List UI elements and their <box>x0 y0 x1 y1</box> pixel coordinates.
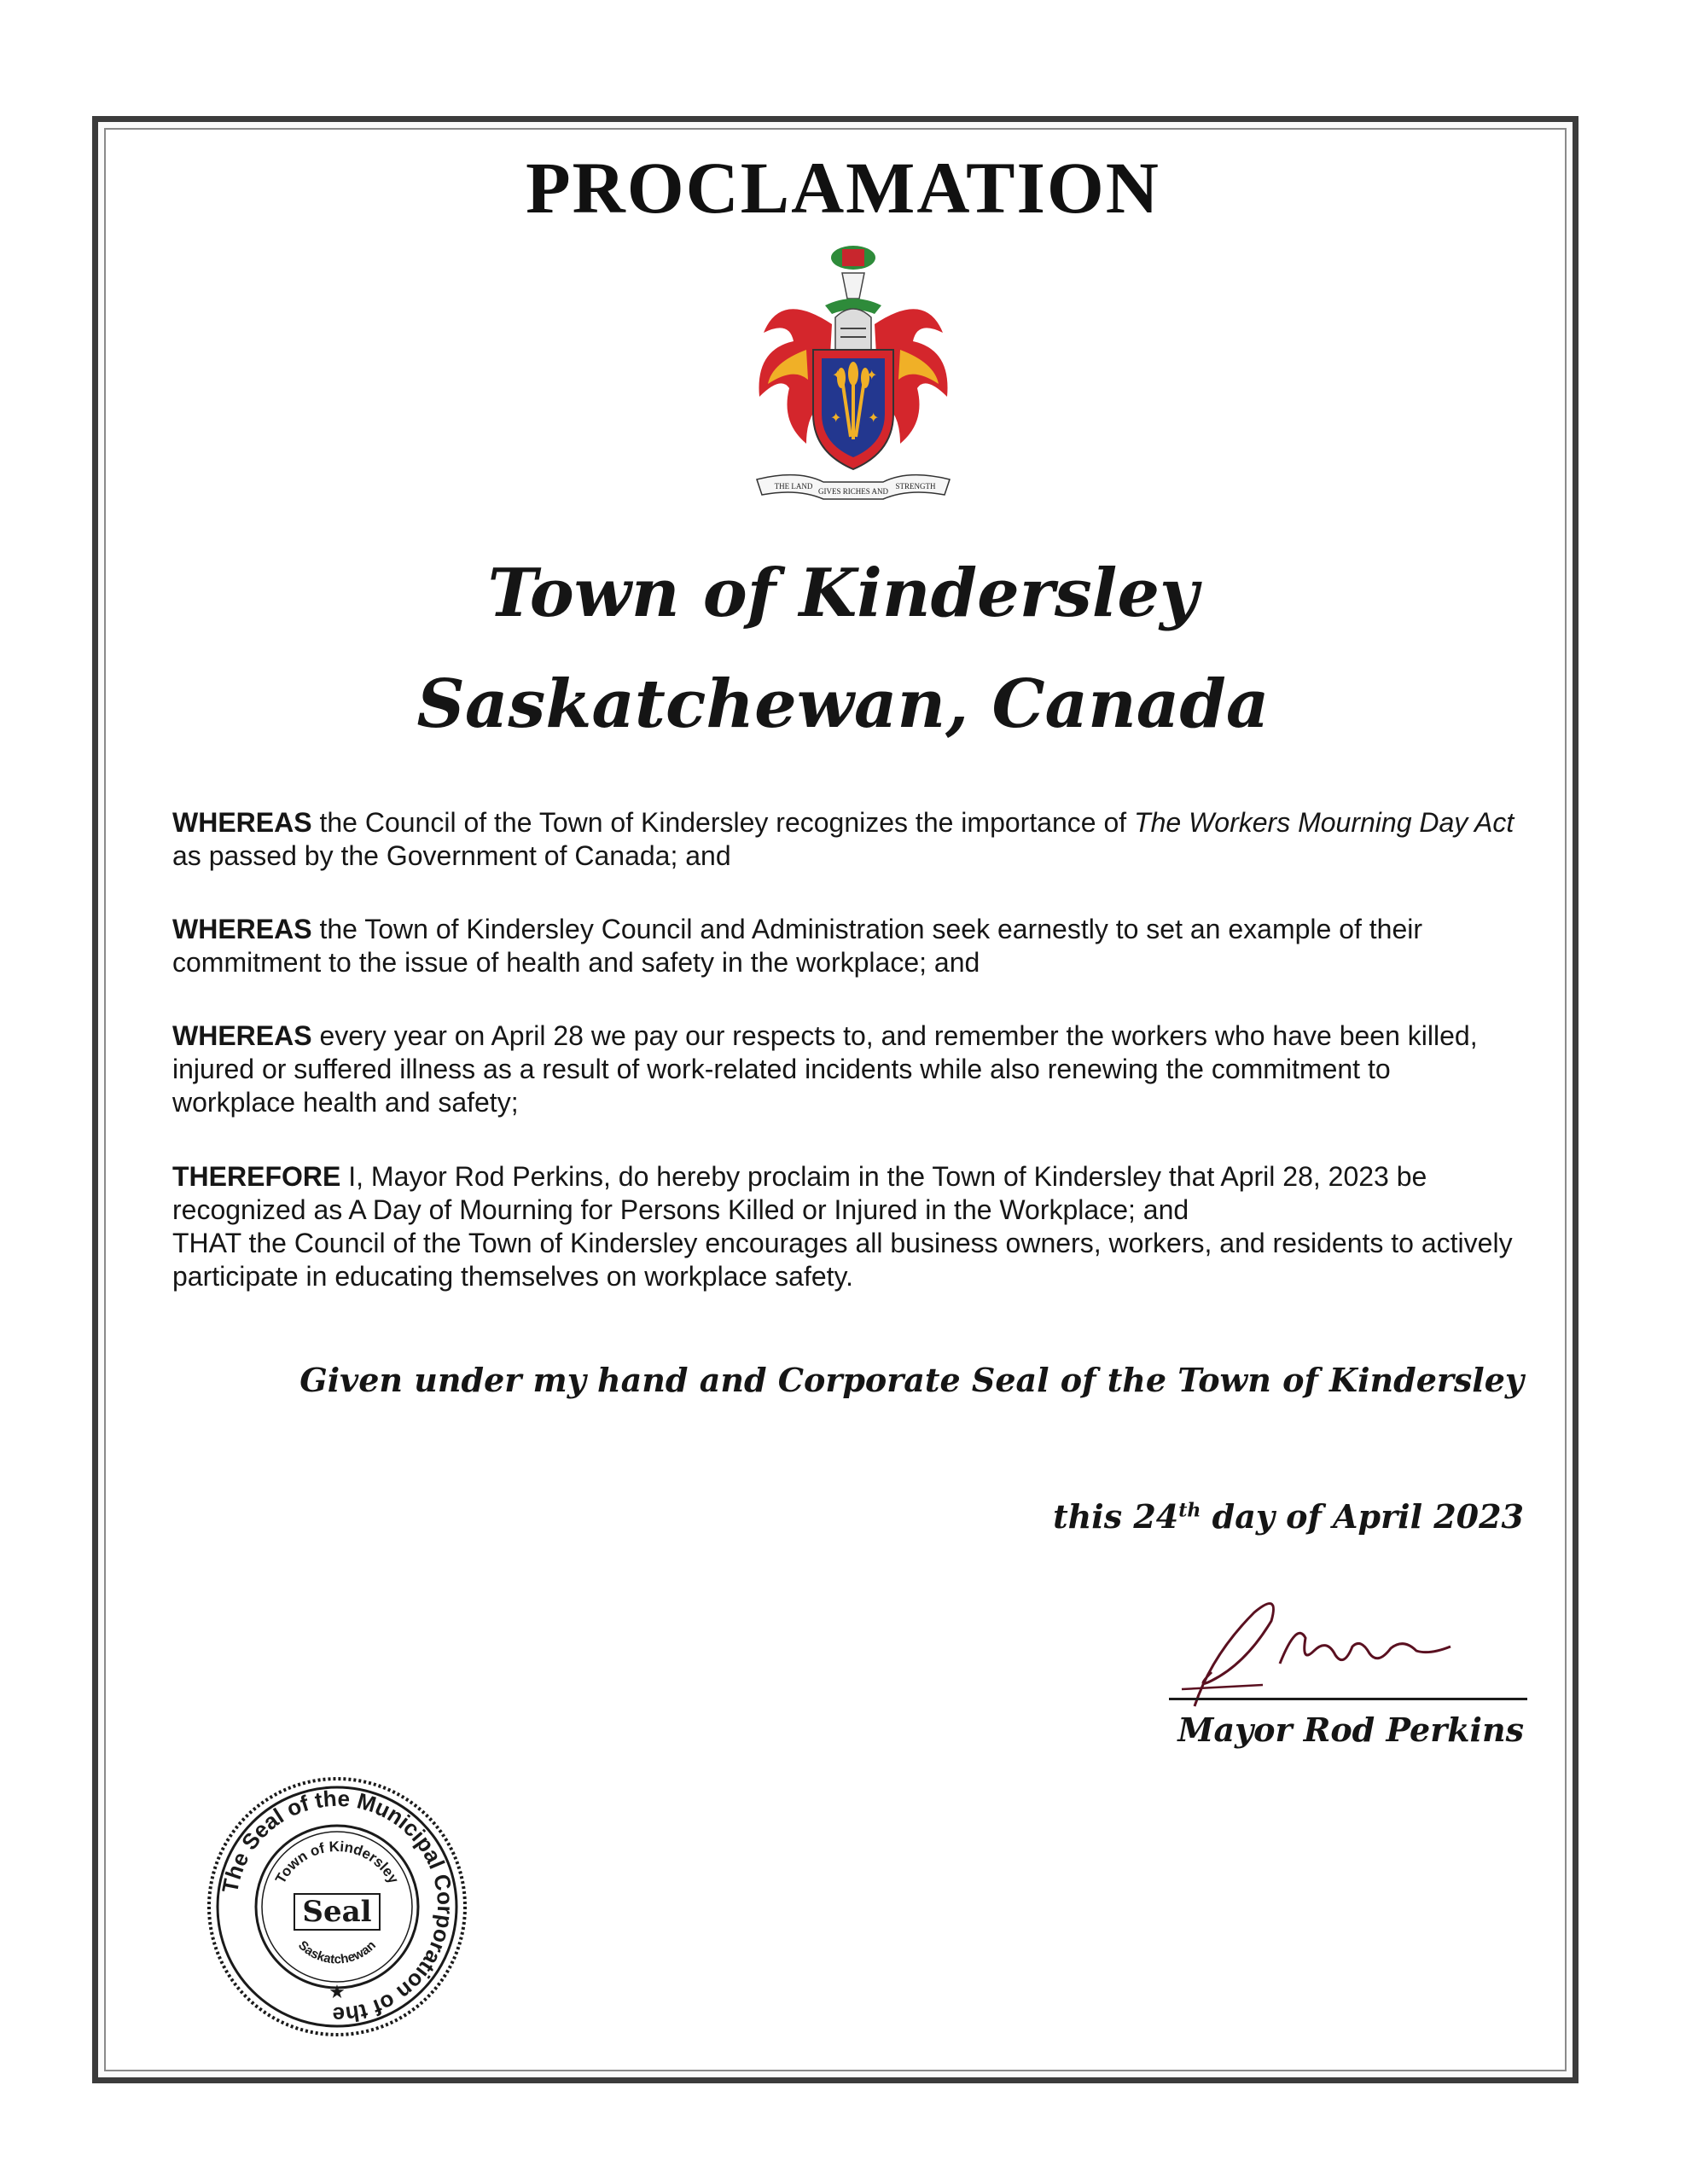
svg-text:✦: ✦ <box>868 410 880 426</box>
crest-motto-left: THE LAND <box>774 482 813 491</box>
municipal-seal-icon <box>205 1774 469 2039</box>
date-ordinal-suffix: th <box>1178 1499 1201 1522</box>
seal-center-word: Seal <box>302 1895 372 1929</box>
paragraph-text: I, Mayor Rod Perkins, do hereby proclaim in the Town of Kindersley that April 28, 2023 be recognized as A Day of Mourning for Persons Killed or Injured in the Workplace; and <box>172 1161 1427 1225</box>
seal-outer-text: The Seal of the Municipal Corporation of the <box>217 1785 459 2029</box>
seal-town-text: Town of Kindersley <box>272 1838 402 1887</box>
date-rest: day of April 2023 <box>1201 1497 1524 1536</box>
coat-of-arms-icon <box>747 239 960 520</box>
svg-text:✦: ✦ <box>832 367 844 383</box>
that-clause: THAT the Council of the Town of Kindersley encourages all business owners, workers, and residents to actively participate in educating themselves on workplace safety. <box>172 1228 1513 1292</box>
whereas-paragraph-1 <box>172 806 1520 873</box>
svg-text:✦: ✦ <box>866 367 878 383</box>
svg-text:★: ★ <box>328 1982 346 2003</box>
therefore-paragraph <box>172 1160 1520 1293</box>
proclamation-date <box>1053 1497 1524 1536</box>
signature-line <box>1169 1698 1527 1700</box>
crest-motto-center: GIVES RICHES AND <box>817 487 889 496</box>
paragraph-text: the Town of Kindersley Council and Administration seek earnestly to set an example of their commitment to the issue of health and safety in the workplace; and <box>172 914 1423 978</box>
proclamation-title: PROCLAMATION <box>526 147 1160 229</box>
seal-province-text: Saskatchewan <box>295 1937 379 1967</box>
crest-motto-right: STRENGTH <box>895 482 936 491</box>
paragraph-text: every year on April 28 we pay our respects to, and remember the workers who have been killed, injured or suffered illness as a result of work-related incidents while also renewing the commitment to workplace health and safety; <box>172 1020 1478 1118</box>
act-title: The Workers Mourning Day Act <box>1134 807 1514 838</box>
whereas-paragraph-2 <box>172 913 1520 979</box>
province-country: Saskatchewan, Canada <box>416 665 1270 743</box>
date-prefix: this 24 <box>1053 1497 1179 1536</box>
paragraph-keyword: THEREFORE <box>172 1161 341 1192</box>
given-under-hand-line: Given under my hand and Corporate Seal of the Town of Kindersley <box>299 1361 1524 1399</box>
signatory-name: Mayor Rod Perkins <box>1177 1711 1524 1749</box>
whereas-paragraph-3 <box>172 1019 1520 1119</box>
town-name: Town of Kindersley <box>487 555 1199 632</box>
paragraph-text-end: as passed by the Government of Canada; and <box>172 840 731 871</box>
mayor-signature <box>1160 1587 1459 1715</box>
paragraph-text: the Council of the Town of Kindersley recognizes the importance of <box>311 807 1135 838</box>
svg-text:✦: ✦ <box>830 410 842 426</box>
paragraph-keyword: WHEREAS <box>172 807 312 838</box>
paragraph-keyword: WHEREAS <box>172 914 312 944</box>
paragraph-keyword: WHEREAS <box>172 1020 312 1051</box>
